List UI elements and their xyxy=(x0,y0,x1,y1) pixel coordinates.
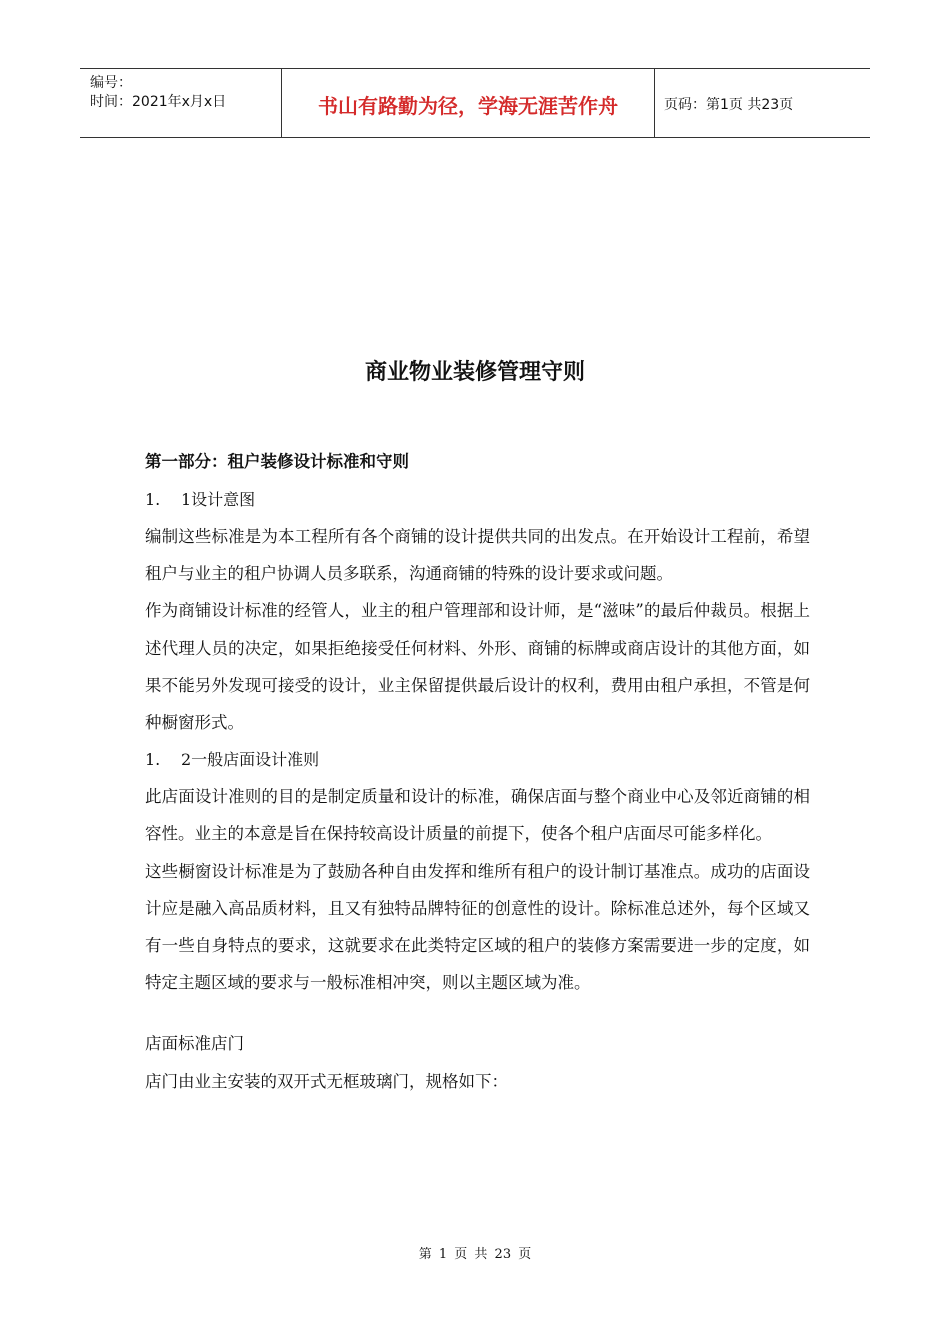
page-footer: 第 1 页 共 23 页 xyxy=(418,1247,532,1262)
paragraph: 此店面设计准则的目的是制定质量和设计的标准，确保店面与整个商业中心及邻近商铺的相容性。业主的本意是旨在保持较高设计质量的前提下，使各个租户店面尽可能多样化。 xyxy=(145,787,810,844)
header-motto-cell xyxy=(281,69,655,137)
paragraph-gap xyxy=(145,1001,810,1025)
paragraph: 作为商铺设计标准的经管人，业主的租户管理部和设计师，是“滋味”的最后仲裁员。根据上述代理人员的决定，如果拒绝接受任何材料、外形、商铺的标牌或商店设计的其他方面，如果不能另外发现可接受的设计，业主保留提供最后设计的权利，费用由租户承担，不管是何种橱窗形式。 xyxy=(145,601,810,733)
section-heading: 第一部分：租户装修设计标准和守则 xyxy=(145,452,409,471)
header-info-cell xyxy=(80,69,281,137)
document-body xyxy=(145,446,810,1100)
paragraph: 店门由业主安装的双开式无框玻璃门，规格如下： xyxy=(145,1071,508,1091)
document-number-label: 编号： xyxy=(90,75,132,91)
header-page-info: 页码：第1页 共23页 xyxy=(664,97,794,113)
header-motto: 书山有路勤为径，学海无涯苦作舟 xyxy=(318,94,618,118)
subsection-number: 1. xyxy=(145,750,161,770)
header-page-cell xyxy=(654,69,870,137)
page-header xyxy=(80,68,870,138)
subsection-title: 1设计意图 xyxy=(181,490,256,509)
document-date-label: 时间：2021年x月x日 xyxy=(90,94,227,110)
paragraph: 编制这些标准是为本工程所有各个商铺的设计提供共同的出发点。在开始设计工程前，希望租户与业主的租户协调人员多联系，沟通商铺的特殊的设计要求或问题。 xyxy=(145,527,810,584)
subsection-heading xyxy=(145,741,810,778)
paragraph: 这些橱窗设计标准是为了鼓励各种自由发挥和维所有租户的设计制订基准点。成功的店面设计应是融入高品质材料，且又有独特品牌特征的创意性的设计。除标准总述外，每个区域又有一些自身特点的要求，这就要求在此类特定区域的租户的装修方案需要进一步的定度，如特定主题区域的要求与一般标准相冲突，则以主题区域为准。 xyxy=(145,861,810,993)
subsection-title: 2一般店面设计准则 xyxy=(181,750,320,770)
paragraph: 店面标准店门 xyxy=(145,1034,244,1054)
subsection-number: 1. xyxy=(145,490,161,509)
document-title: 商业物业装修管理守则 xyxy=(364,360,585,385)
subsection-heading xyxy=(145,481,810,518)
